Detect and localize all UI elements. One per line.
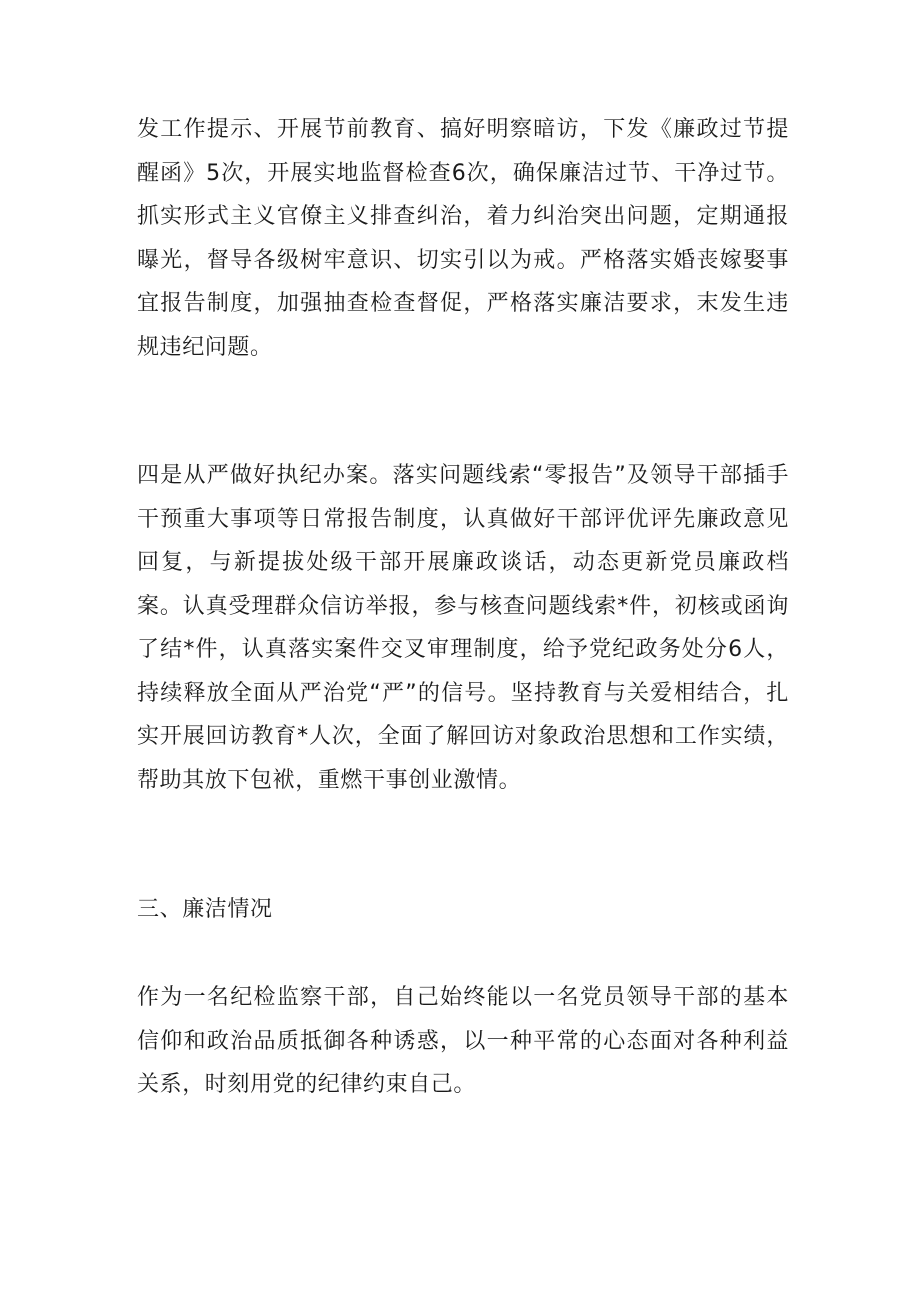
- paragraph-festival-supervision: 发工作提示、开展节前教育、搞好明察暗访，下发《廉政过节提醒函》5次，开展实地监督检查6次，确保廉洁过节、干净过节。抓实形式主义官僚主义排查纠治，着力纠治突出问题，定期通报曝光，督导各级树牢意识、切实引以为戒。严格落实婚丧嫁娶事宜报告制度，加强抽查检查督促，严格落实廉洁要求，末发生违规违纪问题。: [137, 117, 789, 360]
- paragraph-discipline-cases: 四是从严做好执纪办案。落实问题线索“零报告”及领导干部插手干预重大事项等日常报告制度，认真做好干部评优评先廉政意见回复，与新提拔处级干部开展廉政谈话，动态更新党员廉政档案。认真受理群众信访举报，参与核查问题线索*件，初核或函询了结*件，认真落实案件交叉审理制度，给予党纪政务处分6人，持续释放全面从严治党“严”的信号。坚持教育与关爱相结合，扎实开展回访教育*人次，全面了解回访对象政治思想和工作实绩，帮助其放下包袱，重燃干事创业激情。: [137, 463, 789, 793]
- section-heading-integrity: 三、廉洁情况: [137, 897, 273, 922]
- paragraph-integrity-statement: 作为一名纪检监察干部，自己始终能以一名党员领导干部的基本信仰和政治品质抵御各种诱惑，以一种平常的心态面对各种利益关系，时刻用党的纪律约束自己。: [137, 985, 789, 1097]
